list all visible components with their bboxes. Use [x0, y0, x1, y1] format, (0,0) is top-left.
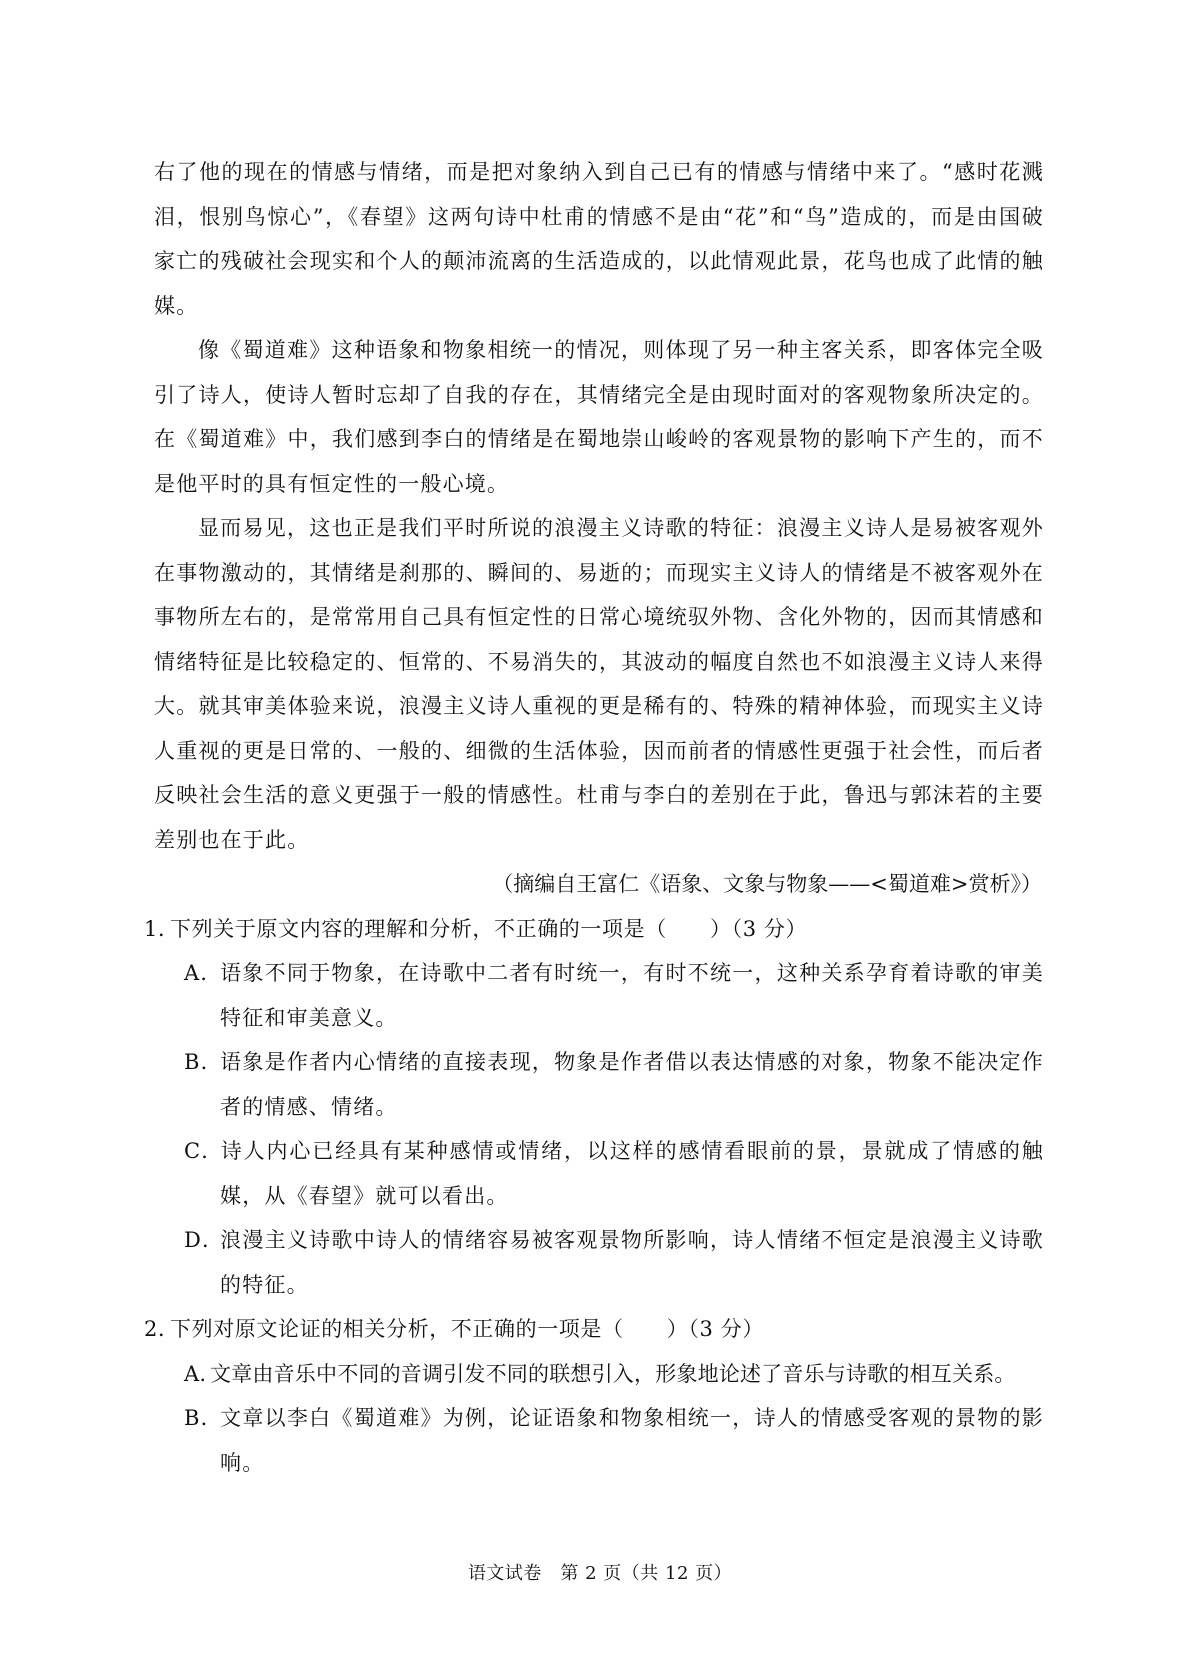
option-text: 文章以李白《蜀道难》为例，论证语象和物象相统一，诗人的情感受客观的景物的影响。 — [220, 1406, 1044, 1475]
question-text: 下列关于原文内容的理解和分析，不正确的一项是（ ）（3 分） — [170, 916, 808, 941]
option-letter: B． — [184, 1406, 223, 1430]
option-text: 语象不同于物象，在诗歌中二者有时统一，有时不统一，这种关系孕育着诗歌的审美特征和审美意义。 — [220, 961, 1044, 1030]
question-stem — [144, 1307, 1044, 1352]
question-1 — [144, 907, 1044, 1308]
option-c[interactable] — [184, 1129, 1044, 1218]
option-a[interactable] — [184, 951, 1044, 1040]
option-a[interactable] — [184, 1352, 1044, 1397]
option-letter: D． — [184, 1228, 225, 1252]
question-text: 下列对原文论证的相关分析，不正确的一项是（ ）（3 分） — [170, 1317, 764, 1341]
option-letter: B． — [184, 1050, 223, 1074]
reading-passage — [144, 150, 1044, 1485]
question-number: 2． — [144, 1317, 180, 1341]
question-stem — [144, 907, 1044, 952]
passage-paragraph: 像《蜀道难》这种语象和物象相统一的情况，则体现了另一种主客关系，即客体完全吸引了诗人，使诗人暂时忘却了自我的存在，其情绪完全是由现时面对的客观物象所决定的。在《蜀道难》中，我们感到李白的情绪是在蜀地崇山峻岭的客观景物的影响下产生的，而不是他平时的具有恒定性的一般心境。 — [154, 338, 1044, 496]
passage-paragraph: 显而易见，这也正是我们平时所说的浪漫主义诗歌的特征：浪漫主义诗人是易被客观外在事物激动的，其情绪是刹那的、瞬间的、易逝的；而现实主义诗人的情绪是不被客观外在事物所左右的，是常常用自己具有恒定性的日常心境统驭外物、含化外物的，因而其情感和情绪特征是比较稳定的、恒常的、不易消失的，其波动的幅度自然也不如浪漫主义诗人来得大。就其审美体验来说，浪漫主义诗人重视的更是稀有的、特殊的精神体验，而现实主义诗人重视的更是日常的、一般的、细微的生活体验，因而前者的情感性更强于社会性，而后者反映社会生活的意义更强于一般的情感性。杜甫与李白的差别在于此，鲁迅与郭沫若的主要差别也在于此。 — [154, 516, 1044, 852]
question-2 — [144, 1307, 1044, 1485]
passage-paragraph: 右了他的现在的情感与情绪，而是把对象纳入到自己已有的情感与情绪中来了。“感时花溅泪，恨别鸟惊心”，《春望》这两句诗中杜甫的情感不是由“花”和“鸟”造成的，而是由国破家亡的残破社会现实和个人的颠沛流离的生活造成的，以此情观此景，花鸟也成了此情的触媒。 — [154, 160, 1044, 318]
option-letter: C． — [184, 1139, 224, 1163]
option-text: 文章由音乐中不同的音调引发不同的联想引入，形象地论述了音乐与诗歌的相互关系。 — [210, 1361, 1016, 1386]
option-text: 诗人内心已经具有某种感情或情绪，以这样的感情看眼前的景，景就成了情感的触媒，从《春望》就可以看出。 — [220, 1139, 1044, 1208]
option-d[interactable] — [184, 1218, 1044, 1307]
question-number: 1． — [144, 916, 180, 941]
passage-source: （摘编自王富仁《语象、文象与物象——<蜀道难>赏析》） — [492, 872, 1042, 896]
option-text: 浪漫主义诗歌中诗人的情绪容易被客观景物所影响，诗人情绪不恒定是浪漫主义诗歌的特征。 — [220, 1228, 1044, 1297]
option-text: 语象是作者内心情绪的直接表现，物象是作者借以表达情感的对象，物象不能决定作者的情感、情绪。 — [220, 1050, 1044, 1119]
option-letter: A． — [184, 961, 223, 985]
option-b[interactable] — [184, 1396, 1044, 1485]
option-letter: A. — [184, 1361, 207, 1386]
page-footer: 语文试卷 第 2 页（共 12 页） — [467, 1563, 733, 1584]
option-b[interactable] — [184, 1040, 1044, 1129]
